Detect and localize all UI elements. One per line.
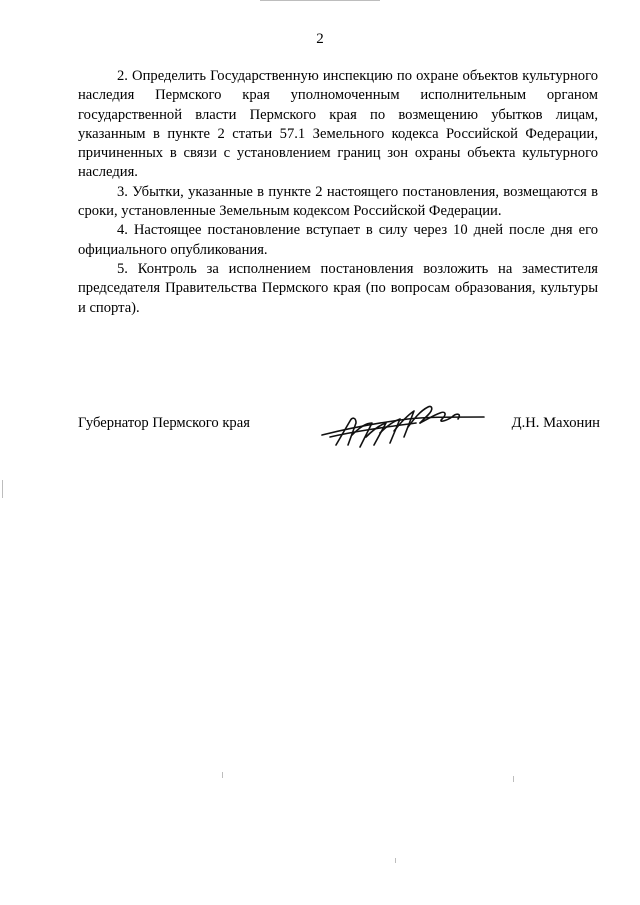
scan-artifact-top (260, 0, 380, 1)
document-body (78, 67, 598, 318)
scan-artifact-bottom-mid (395, 858, 396, 863)
paragraph-4: 4. Настоящее постановление вступает в силу через 10 дней после дня его официального опубликования. (78, 222, 598, 258)
signatory-name: Д.Н. Махонин (511, 415, 600, 431)
signatory-title: Губернатор Пермского края (78, 415, 250, 431)
paragraph-5: 5. Контроль за исполнением постановления возложить на заместителя председателя Правительства Пермского края (по вопросам образования, культуры и спорта). (78, 260, 598, 316)
paragraph-3: 3. Убытки, указанные в пункте 2 настоящего постановления, возмещаются в сроки, установленные Земельным кодексом Российской Федерации. (78, 183, 598, 220)
scan-artifact-left (2, 480, 3, 498)
paragraph-2: 2. Определить Государственную инспекцию по охране объектов культурного наследия Пермского края уполномоченным исполнительным органом государственной власти Пермского края по возмещению убытков лицам, указанным в пункте 2 статьи 57.1 Земельного кодекса Российской Федерации, причиненных в связи с установлением границ зон охраны объекта культурного наследия. (78, 68, 598, 181)
handwritten-signature (316, 401, 486, 451)
signature-block (78, 395, 600, 455)
page-number: 2 (316, 31, 324, 47)
scan-artifact-bottom-right (513, 776, 514, 782)
scan-artifact-bottom-left (222, 772, 223, 778)
